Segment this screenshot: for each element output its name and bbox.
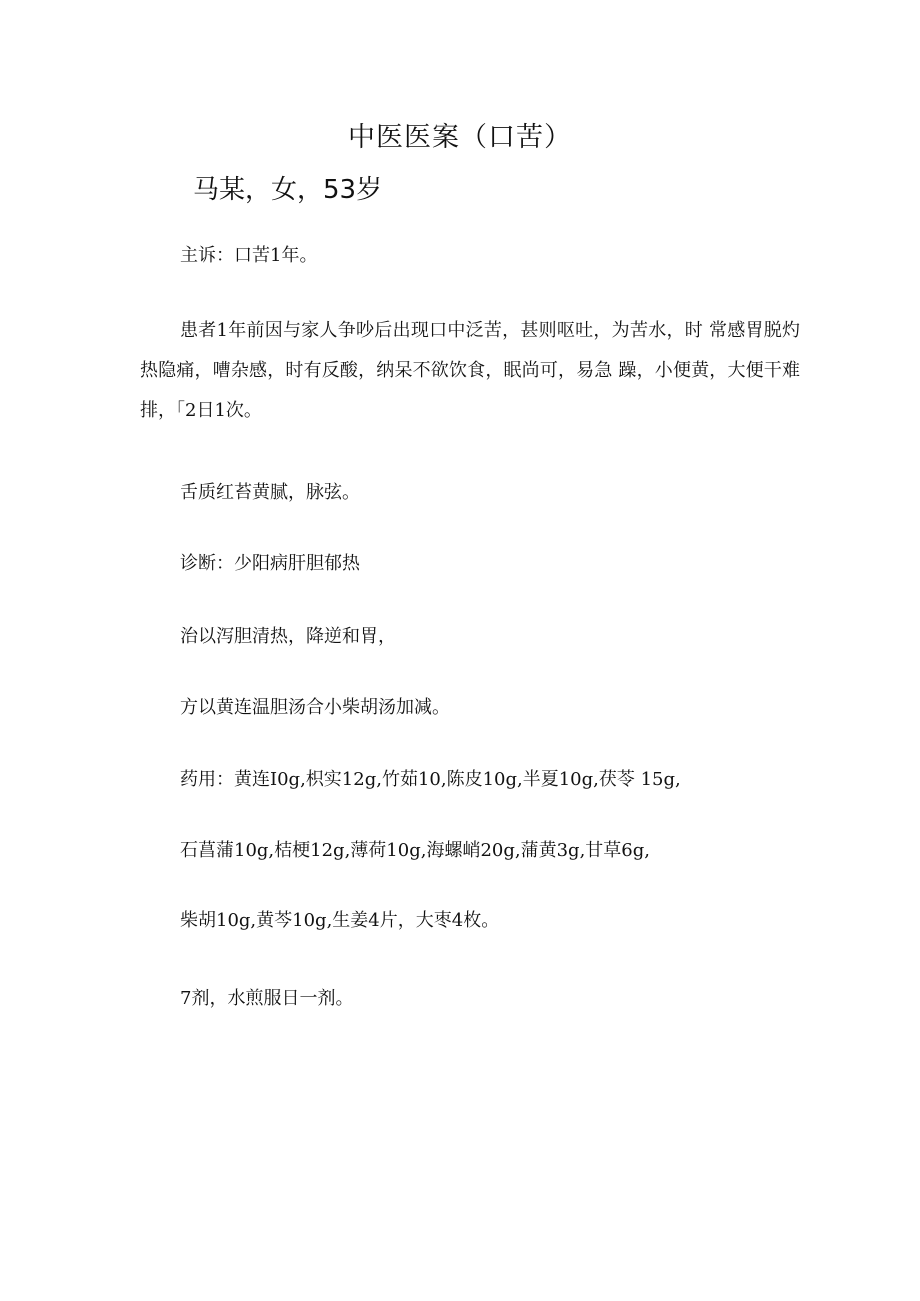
herbs-line-3: 柴胡10g,黄芩10g,生姜4片，大枣4枚。 <box>180 910 500 931</box>
patient-info: 马某，女，53岁 <box>193 175 383 205</box>
document-title: 中医医案（口苦） <box>348 122 572 153</box>
herbs-line-1: 药用：黄连I0g,枳实12g,竹茹10,陈皮10g,半夏10g,茯苓 15g, <box>180 769 681 790</box>
prescription-name: 方以黄连温胆汤合小柴胡汤加减。 <box>180 697 450 718</box>
herbs-line-2: 石菖蒲10g,桔梗12g,薄荷10g,海螺峭20g,蒲黄3g,甘草6g, <box>180 840 650 861</box>
treatment-principle: 治以泻胆清热，降逆和胃， <box>180 626 396 647</box>
dosage-instructions: 7剂，水煎服日一剂。 <box>180 988 354 1009</box>
case-history-paragraph: 患者1年前因与家人争吵后出现口中泛苦，甚则呕吐，为苦水，时 常感胃脱灼热隐痛，嘈杂感，时有反酸，纳呆不欲饮食，眠尚可，易急 躁，小便黄，大便干难排，「2日1次。 <box>140 320 800 421</box>
diagnosis: 诊断：少阳病肝胆郁热 <box>180 553 360 574</box>
chief-complaint: 主诉：口苦1年。 <box>180 245 318 266</box>
tongue-pulse: 舌质红苔黄腻，脉弦。 <box>180 482 360 503</box>
